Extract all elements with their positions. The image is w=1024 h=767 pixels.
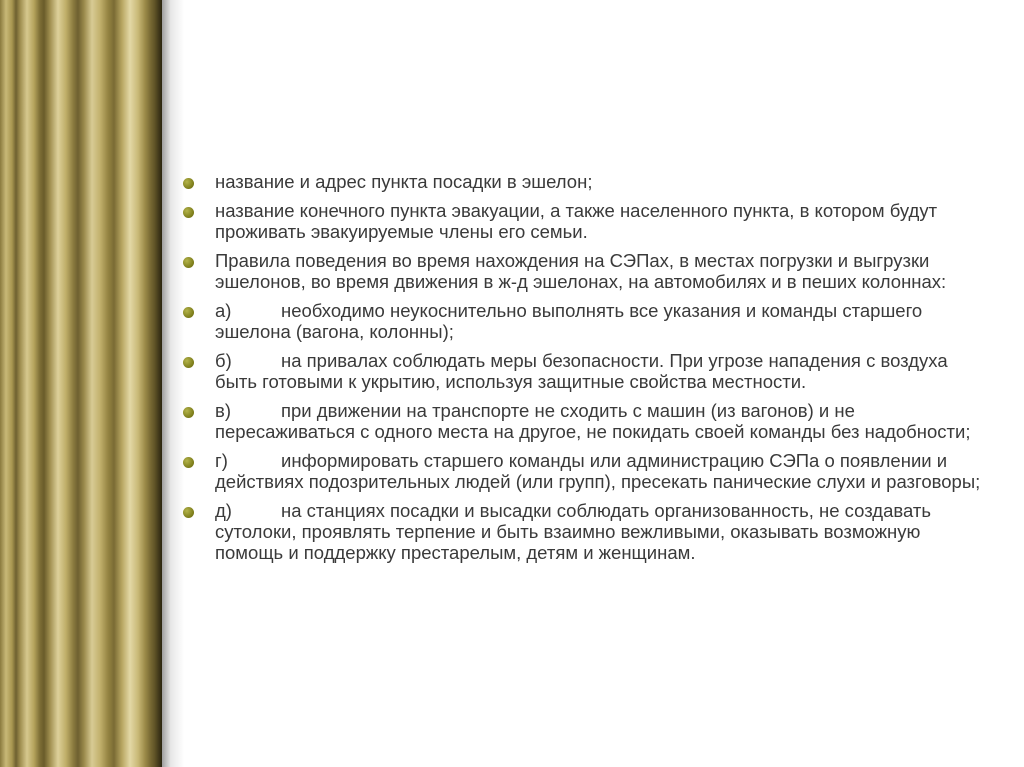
item-marker: а) bbox=[215, 300, 232, 321]
bullet-icon bbox=[183, 357, 194, 368]
list-item bbox=[180, 350, 990, 392]
list-item bbox=[180, 400, 990, 442]
item-text: на привалах соблюдать меры безопасности. При угрозе нападения с воздуха быть готовыми к укрытию, используя защитные свойства местности. bbox=[215, 350, 948, 392]
item-marker: б) bbox=[215, 350, 232, 371]
list-item bbox=[180, 500, 990, 563]
bullet-list bbox=[180, 171, 990, 563]
list-item bbox=[180, 300, 990, 342]
bullet-icon bbox=[183, 407, 194, 418]
item-marker: д) bbox=[215, 500, 232, 521]
bullet-icon bbox=[183, 257, 194, 268]
bullet-icon bbox=[183, 507, 194, 518]
list-item bbox=[180, 171, 990, 192]
bullet-icon bbox=[183, 457, 194, 468]
bullet-icon bbox=[183, 207, 194, 218]
item-marker: в) bbox=[215, 400, 231, 421]
decorative-pillar bbox=[0, 0, 162, 767]
item-text: необходимо неукоснительно выполнять все указания и команды старшего эшелона (вагона, колонны); bbox=[215, 300, 923, 342]
item-text: на станциях посадки и высадки соблюдать организованность, не создавать сутолоки, проявлять терпение и быть взаимно вежливыми, оказывать возможную помощь и поддержку престарелым, детям и женщинам. bbox=[215, 500, 931, 563]
item-marker: г) bbox=[215, 450, 228, 471]
item-text: информировать старшего команды или администрацию СЭПа о появлении и действиях подозрительных людей (или групп), пресекать панические слухи и разговоры; bbox=[215, 450, 981, 492]
slide-body bbox=[180, 171, 990, 571]
bullet-icon bbox=[183, 307, 194, 318]
item-text: Правила поведения во время нахождения на СЭПах, в местах погрузки и выгрузки эшелонов, во время движения в ж-д эшелонах, на автомобилях и в пеших колоннах: bbox=[215, 250, 947, 292]
list-item bbox=[180, 200, 990, 242]
item-text: название и адрес пункта посадки в эшелон; bbox=[215, 171, 593, 192]
bullet-icon bbox=[183, 178, 194, 189]
item-text: название конечного пункта эвакуации, а также населенного пункта, в котором будут проживать эвакуируемые члены его семьи. bbox=[215, 200, 938, 242]
list-item bbox=[180, 250, 990, 292]
list-item bbox=[180, 450, 990, 492]
item-text: при движении на транспорте не сходить с машин (из вагонов) и не пересаживаться с одного места на другое, не покидать своей команды без надобности; bbox=[215, 400, 971, 442]
